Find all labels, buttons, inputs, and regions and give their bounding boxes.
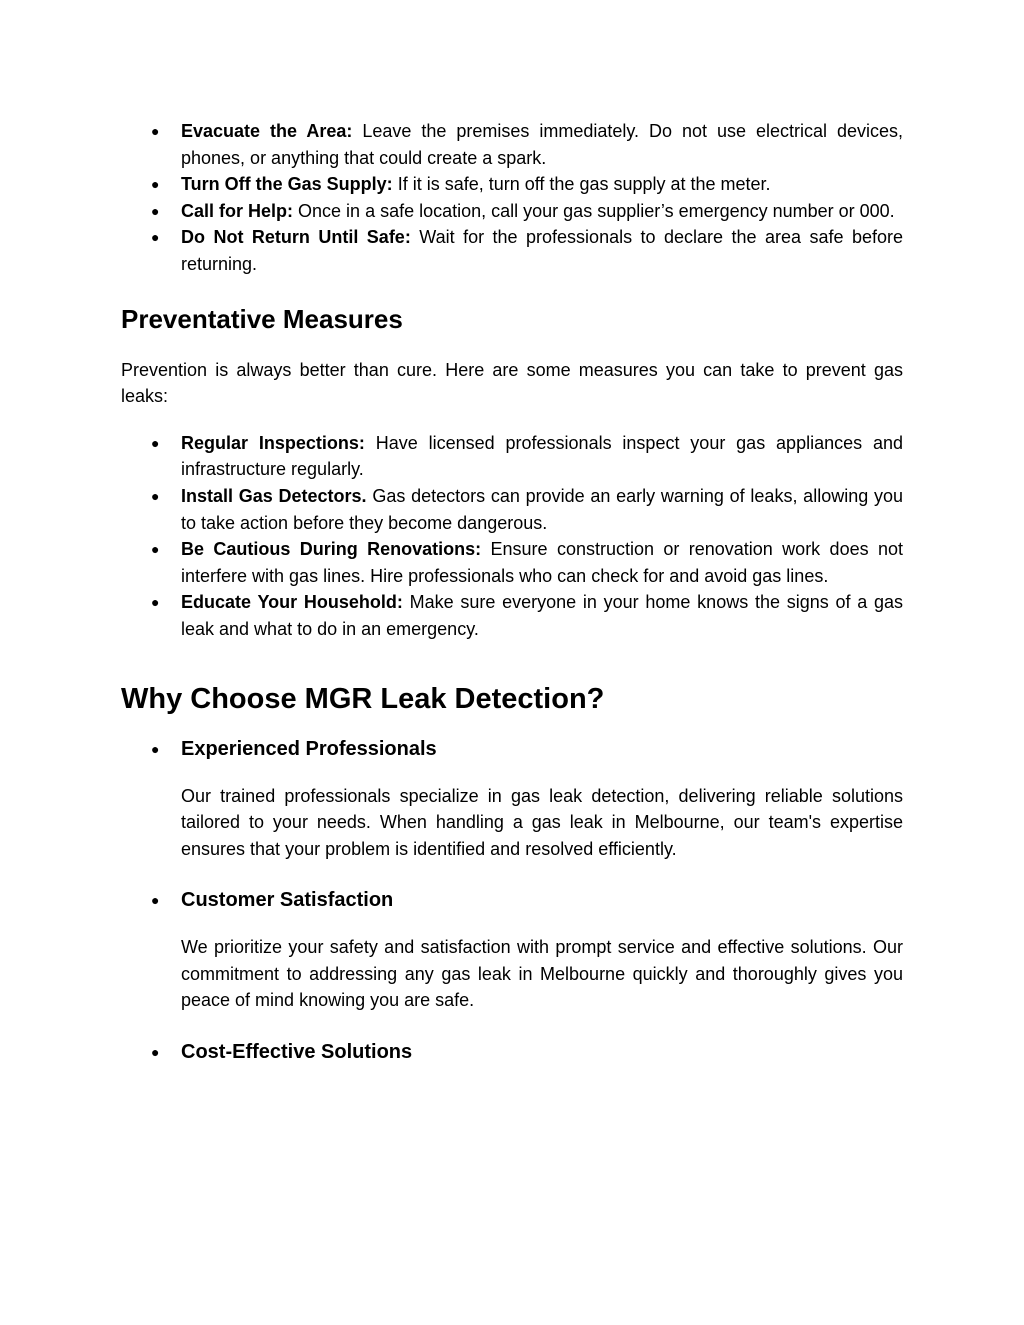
feature-cost-effective xyxy=(121,1038,903,1066)
list-item xyxy=(121,589,903,642)
bullet-icon: ● xyxy=(151,892,160,909)
list-item xyxy=(121,198,903,225)
emergency-steps-list xyxy=(121,118,903,278)
feature-title xyxy=(151,1038,903,1066)
item-title: Call for Help: xyxy=(181,200,294,221)
feature-title xyxy=(151,886,903,914)
bullet-icon: ● xyxy=(151,176,160,193)
bullet-icon: ● xyxy=(151,487,160,504)
bullet-icon: ● xyxy=(151,434,160,451)
item-text: Leave the premises immediately. Do not use electrical devices, phones, or anything that could create a spark. xyxy=(181,121,903,168)
feature-satisfaction xyxy=(121,886,903,1014)
feature-title-text: Experienced Professionals xyxy=(181,737,437,760)
why-choose-heading: Why Choose MGR Leak Detection? xyxy=(121,682,605,715)
list-item xyxy=(121,118,903,171)
list-item xyxy=(121,483,903,536)
bullet-icon: ● xyxy=(151,202,160,219)
item-title: Be Cautious During Renovations: xyxy=(181,539,482,560)
item-text: Once in a safe location, call your gas supplier’s emergency number or 000. xyxy=(298,200,895,221)
list-item xyxy=(121,171,903,198)
feature-description: Our trained professionals specialize in gas leak detection, delivering reliable solutions tailored to your needs. When handling a gas leak in Melbourne, our team's expertise ensures that your problem is identified and resolved efficiently. xyxy=(181,785,903,859)
bullet-icon: ● xyxy=(151,229,160,246)
bullet-icon: ● xyxy=(151,1044,160,1061)
feature-title xyxy=(151,735,903,763)
item-text: Have licensed professionals inspect your gas appliances and infrastructure regularly. xyxy=(181,432,903,480)
item-text: Make sure everyone in your home knows the signs of a gas leak and what to do in an emergency. xyxy=(181,592,903,639)
feature-description: We prioritize your safety and satisfaction with prompt service and effective solutions. Our commitment to addressing any gas leak in Melbourne quickly and thoroughly gives you peace of mind knowing you are safe. xyxy=(181,937,903,1011)
item-text: Gas detectors can provide an early warning of leaks, allowing you to take action before they become dangerous. xyxy=(181,485,903,533)
item-text: Ensure construction or renovation work does not interfere with gas lines. Hire professionals who can check for and avoid gas lines. xyxy=(181,539,903,586)
list-item xyxy=(121,224,903,277)
preventative-heading: Preventative Measures xyxy=(121,303,403,334)
list-item xyxy=(121,430,903,483)
bullet-icon: ● xyxy=(151,123,160,139)
feature-title-text: Customer Satisfaction xyxy=(181,889,394,912)
preventative-list xyxy=(121,430,903,643)
item-title: Regular Inspections: xyxy=(181,432,365,453)
item-text: If it is safe, turn off the gas supply at the meter. xyxy=(397,174,771,195)
item-title: Evacuate the Area: xyxy=(181,121,353,141)
document-page xyxy=(121,118,903,1066)
item-title: Turn Off the Gas Supply: xyxy=(181,174,393,195)
preventative-intro: Prevention is always better than cure. Here are some measures you can take to prevent gas leaks: xyxy=(121,359,903,407)
bullet-icon: ● xyxy=(151,740,160,757)
bullet-icon: ● xyxy=(151,594,160,611)
feature-title-text: Cost-Effective Solutions xyxy=(181,1041,413,1064)
item-title: Install Gas Detectors. xyxy=(181,485,367,506)
list-item xyxy=(121,536,903,589)
item-text: Wait for the professionals to declare the area safe before returning. xyxy=(181,227,903,274)
feature-experienced xyxy=(121,735,903,863)
item-title: Educate Your Household: xyxy=(181,592,403,613)
item-title: Do Not Return Until Safe: xyxy=(181,227,411,248)
bullet-icon: ● xyxy=(151,541,160,558)
